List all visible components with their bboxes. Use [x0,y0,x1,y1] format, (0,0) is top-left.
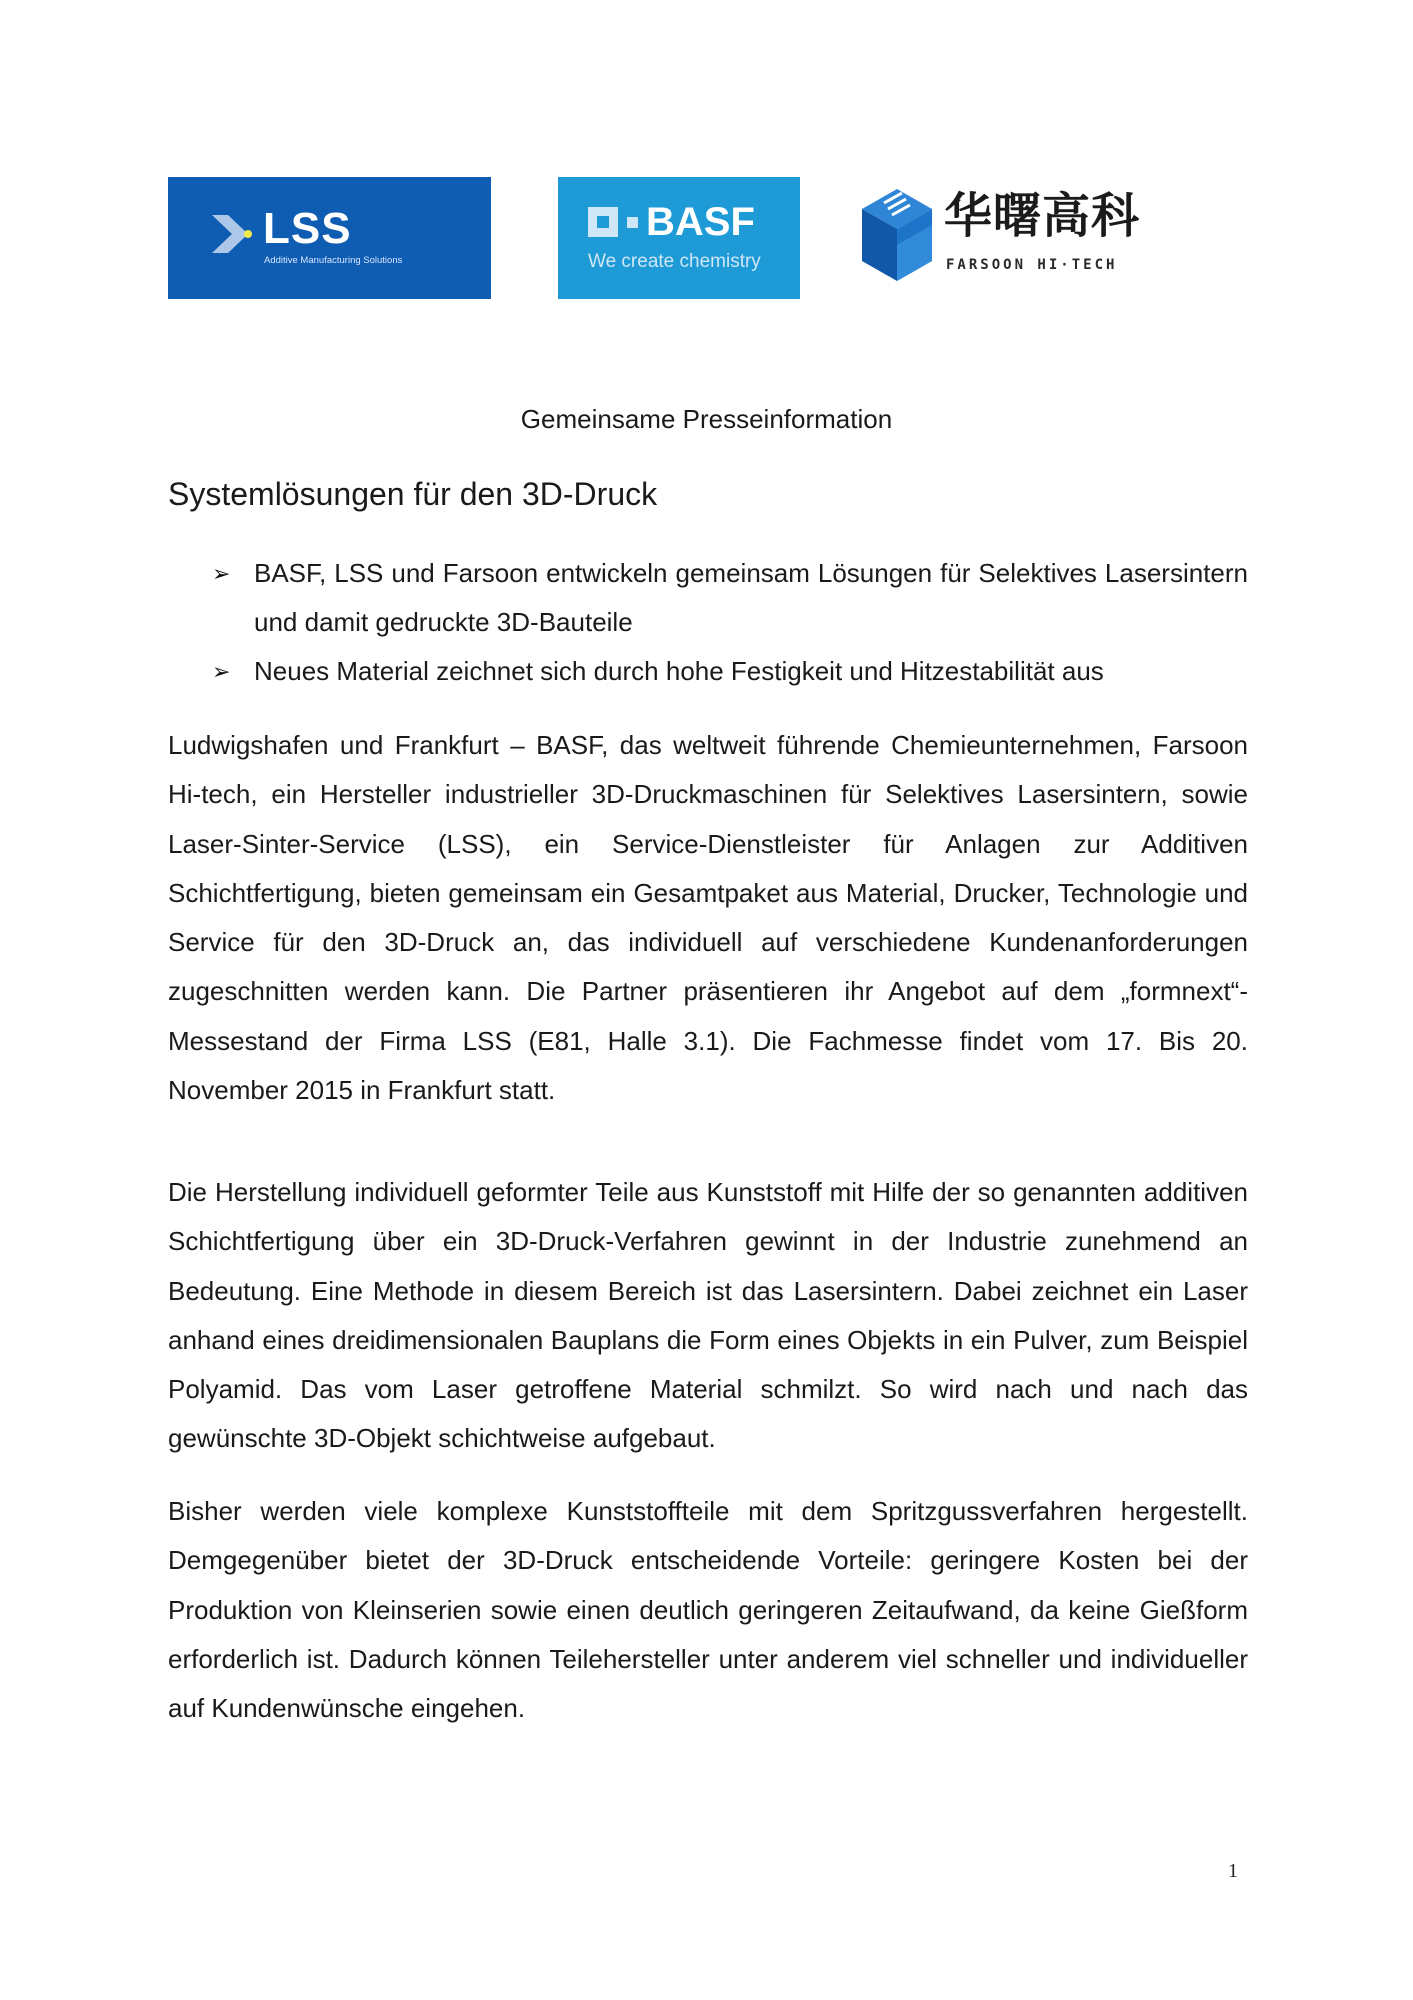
farsoon-logo [858,185,1168,285]
body-paragraph: Die Herstellung individuell geformter Teile aus Kunststoff mit Hilfe der so genannten additiven Schichtfertigung über ein 3D-Druck-Verfahren gewinnt in der Industrie zunehmend an Bedeutung. Eine Methode in diesem Bereich ist das Lasersintern. Dabei zeichnet ein Laser anhand eines dreidimensionalen Bauplans die Form eines Objekts in ein Pulver, zum Beispiel Polyamid. Das vom Laser getroffene Material schmilzt. So wird nach und nach das gewünschte 3D-Objekt schichtweise aufgebaut. [168,1177,1248,1454]
key-point-text: BASF, LSS und Farsoon entwickeln gemeinsam Lösungen für Selektives Lasersintern und damit gedruckte 3D-Bauteile [254,558,1248,637]
arrow-bullet-icon: ➢ [212,561,231,586]
basf-logo-tagline: We create chemistry [588,251,761,272]
lss-arrow-icon [208,209,258,259]
lss-logo-name: LSS [263,204,352,253]
document-title: Systemlösungen für den 3D-Druck [168,476,658,512]
key-points-list [168,549,1248,696]
body-paragraph: Bisher werden viele komplexe Kunststoffteile mit dem Spritzgussverfahren hergestellt. Demgegenüber bietet der 3D-Druck entscheidende Vorteile: geringere Kosten bei der Produktion von Kleinserien sowie einen deutlich geringeren Zeitaufwand, da keine Gießform erforderlich ist. Dadurch können Teilehersteller unter anderem viel schneller und individueller auf Kundenwünsche eingehen. [168,1496,1248,1724]
lss-logo-tagline: Additive Manufacturing Solutions [264,255,403,266]
key-point-item [168,647,1248,696]
arrow-bullet-icon: ➢ [212,659,231,684]
document-label: Gemeinsame Presseinformation [520,404,893,434]
basf-square-icon [588,207,618,237]
key-point-text: Neues Material zeichnet sich durch hohe Festigkeit und Hitzestabilität aus [254,656,1104,686]
farsoon-logo-chinese-name: 华曙高科 [944,190,1141,243]
body-paragraph: Ludwigshafen und Frankfurt – BASF, das weltweit führende Chemieunternehmen, Farsoon Hi-tech, ein Hersteller industrieller 3D-Druckmaschinen für Selektives Lasersintern, sowie Laser-Sinter-Service (LSS), ein Service-Dienstleister für Anlagen zur Additiven Schichtfertigung, bieten gemeinsam ein Gesamtpaket aus Material, Drucker, Technologie und Service für den 3D-Druck an, das individuell auf verschiedene Kundenanforderungen zugeschnitten werden kann. Die Partner präsentieren ihr Angebot auf dem „formnext“-Messestand der Firma LSS (E81, Halle 3.1). Die Fachmesse findet vom 17. Bis 20. November 2015 in Frankfurt statt. [168,730,1248,1106]
farsoon-logo-english-name: FARSOON HI·TECH [946,257,1118,273]
key-point-item [168,549,1248,647]
basf-logo [558,177,800,299]
farsoon-cube-icon [858,185,936,285]
page-number: 1 [1228,1860,1238,1882]
basf-small-square-icon [627,217,638,228]
basf-logo-name: BASF [646,200,755,244]
lss-logo [168,177,491,299]
